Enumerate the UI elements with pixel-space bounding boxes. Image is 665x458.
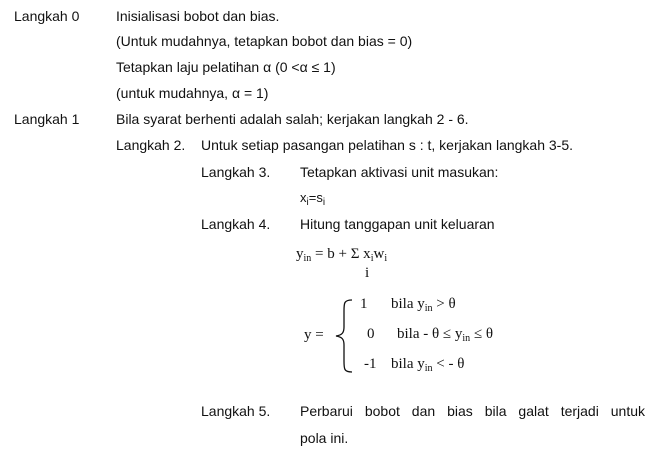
step1-label: Langkah 1 — [14, 111, 80, 127]
step2-text: Untuk setiap pasangan pelatihan s : t, kerjakan langkah 3-5. — [201, 137, 574, 153]
sum-index: i — [365, 265, 370, 281]
step3-text: Tetapkan aktivasi unit masukan: — [300, 164, 499, 180]
step0-line1: Inisialisasi bobot dan bias. — [116, 8, 280, 24]
case3-value: -1 — [364, 356, 377, 372]
step2-label: Langkah 2. — [116, 137, 186, 153]
step0-line2: (Untuk mudahnya, tetapkan bobot dan bias = 0) — [116, 33, 413, 49]
case1-condition: bila $y_{in} > \theta$ — [391, 296, 456, 314]
step4-label: Langkah 4. — [201, 216, 271, 232]
step0-line4: (untuk mudahnya, α = 1) — [116, 85, 269, 101]
piecewise-lhs: y = — [304, 327, 324, 343]
step4-text: Hitung tanggapan unit keluaran — [300, 216, 495, 232]
step0-label: Langkah 0 — [14, 8, 80, 24]
step5-label: Langkah 5. — [201, 403, 271, 419]
step5-text-line1: Perbarui bobot dan bias bila galat terjadi untuk — [300, 403, 645, 419]
yin-formula: $y_{in} = b + \Sigma$ $x_iw_i$ — [296, 246, 388, 264]
step1-text: Bila syarat berhenti adalah salah; kerjakan langkah 2 - 6. — [116, 111, 469, 127]
case1-value: 1 — [360, 296, 368, 312]
curly-brace-icon — [334, 297, 356, 375]
case2-value: 0 — [367, 326, 375, 342]
case2-condition: bila - $\theta \le y_{in} \le \theta$ — [397, 326, 494, 344]
step3-formula: $x_i=s_i$ — [300, 190, 326, 208]
case3-condition: bila $y_{in}$ < - θ — [391, 356, 465, 374]
step0-line3: Tetapkan laju pelatihan α (0 <α ≤ 1) — [116, 59, 336, 75]
step5-text-line2: pola ini. — [300, 430, 349, 446]
step3-label: Langkah 3. — [201, 164, 271, 180]
